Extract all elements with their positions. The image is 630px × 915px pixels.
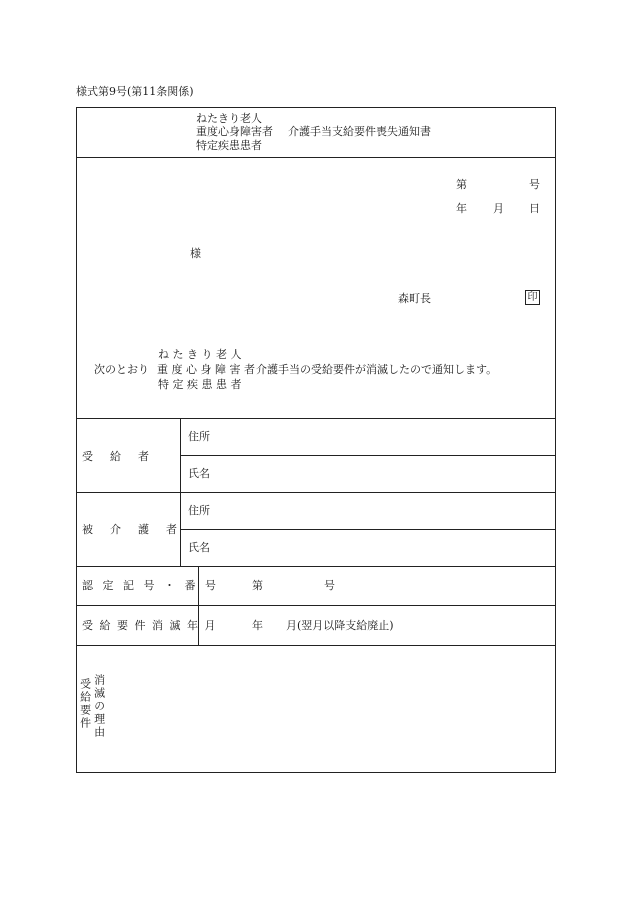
loss-date-month-note: 月(翌月以降支給廃止) [286,619,394,632]
section-divider [76,492,556,493]
form-number: 様式第9号(第11条関係) [76,85,194,98]
issuer: 森町長 [398,292,431,305]
seal-stamp: 印 [525,290,540,305]
date-day: 日 [529,202,540,215]
notice-divider [76,418,556,419]
loss-date-label: 受 給 要 件 消 滅 年 月 [82,619,217,632]
cared-person-name-label: 氏名 [188,541,210,554]
loss-date-year: 年 [252,619,263,632]
title-line-elderly: ねたきり老人 [196,112,262,125]
cert-label: 認 定 記 号 ・ 番 号 [82,579,219,592]
reason-label-right: 受給要件 [78,678,92,730]
notice-prefix: 次のとおり [94,363,149,376]
form-frame [76,107,556,773]
recipient-label: 受 給 者 [82,450,152,463]
title-line-disease: 特定疾患患者 [196,139,262,152]
cared-person-address-label: 住所 [188,504,210,517]
cared-person-label: 被 介 護 者 [82,523,180,536]
notice-line-disabled: 重 度 心 身 障 害 者 [157,363,255,376]
date-year: 年 [456,202,467,215]
notice-text: 介護手当の受給要件が消滅したので通知します。 [256,363,498,376]
cared-person-row-divider [180,529,556,530]
section-divider [76,605,556,606]
recipient-address-label: 住所 [188,430,210,443]
page-title: 介護手当支給要件喪失通知書 [288,125,431,138]
section-divider [76,645,556,646]
notice-line-elderly: ね た き り 老 人 [158,348,242,361]
recipient-row-divider [180,455,556,456]
title-line-disabled: 重度心身障害者 [196,125,273,138]
notice-line-disease: 特 定 疾 患 患 者 [158,378,242,391]
cert-dai: 第 [252,579,263,592]
recipient-name-label: 氏名 [188,467,210,480]
section-divider [76,566,556,567]
reason-label-left: 消滅の理由 [92,674,106,739]
date-month: 月 [493,202,504,215]
doc-number-dai: 第 [456,178,467,191]
addressee-suffix: 様 [190,247,201,260]
doc-number-go: 号 [529,178,540,191]
title-divider [76,157,556,158]
cert-go: 号 [324,579,335,592]
